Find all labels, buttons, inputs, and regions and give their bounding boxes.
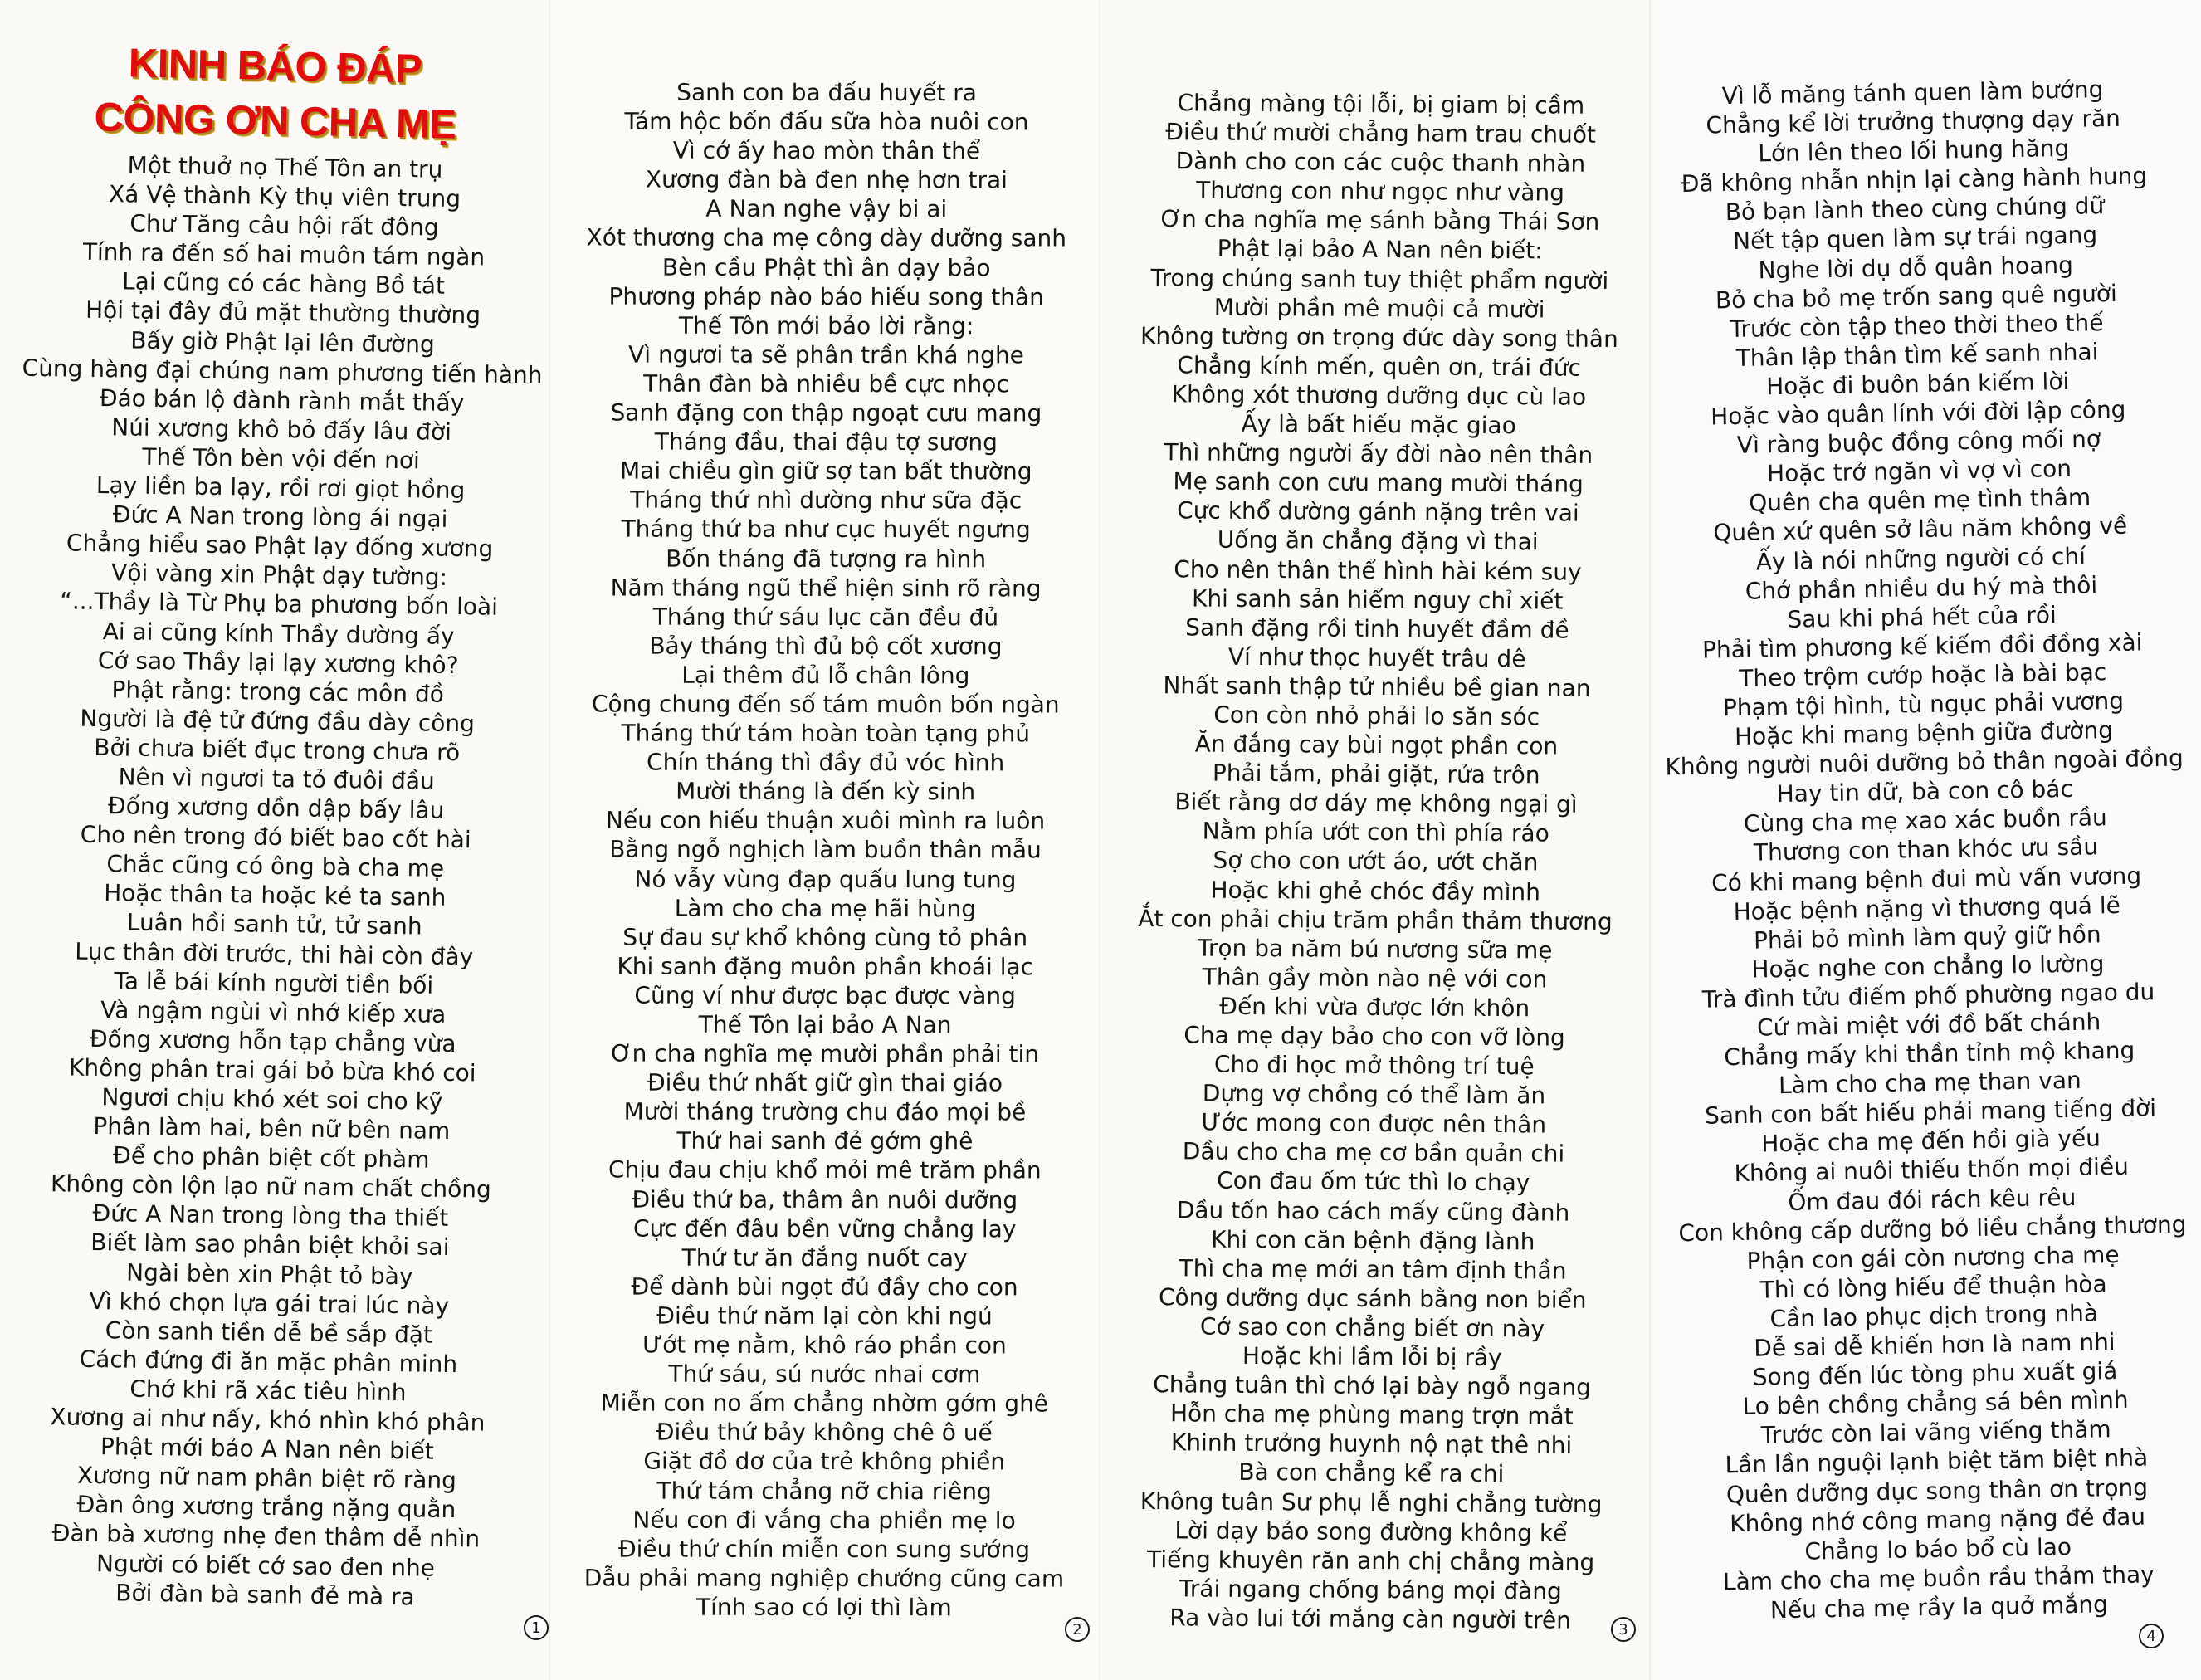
verse-line: Cùng hàng đại chúng nam phương tiến hành: [22, 354, 543, 389]
verse-line: Đến khi vừa được lớn khôn: [1219, 992, 1530, 1023]
verse-line: Chớ khi rã xác tiêu hình: [129, 1375, 407, 1407]
verse-line: Hỗn cha mẹ phùng mang trợn mắt: [1169, 1399, 1574, 1430]
verse-line: Phật mới bảo A Nan nên biết: [100, 1433, 435, 1465]
verse-line: Lạy liền ba lạy, rồi rơi giọt hồng: [95, 471, 466, 505]
verse-line: Chẳng màng tội lỗi, bị giam bị cầm: [1177, 89, 1585, 120]
verse-line: Phận con gái còn nương cha mẹ: [1746, 1240, 2120, 1275]
verse-line: Hoặc khi ghẻ chóc đầy mình: [1210, 876, 1541, 906]
verse-line: Thế Tôn lại bảo A Nan: [698, 1010, 952, 1039]
verse-line: Bởi chưa biết đục trong chưa rõ: [94, 733, 461, 766]
verse-line: Để cho phân biệt cốt phàm: [112, 1141, 430, 1174]
verse-line: Trong chúng sanh tuy thiệt phẩm người: [1150, 263, 1609, 295]
verse-line: Hay tin dữ, bà con cô bác: [1776, 775, 2074, 808]
verse-line: Lần lần nguội lạnh biệt tăm biệt nhà: [1725, 1443, 2149, 1479]
verse-line: Thân đàn bà nhiều bề cực nhọc: [643, 369, 1009, 398]
verse-line: Phải tìm phương kế kiếm đồi đồng xài: [1701, 628, 2143, 664]
verse-line: Xá Vệ thành Kỳ thụ viên trung: [108, 180, 461, 213]
verse-line: Không còn lộn lạo nữ nam chất chồng: [50, 1170, 491, 1204]
verse-line: Bảy tháng thì đủ bộ cốt xương: [649, 632, 1003, 661]
verse-line: Nằm phía ướt con thì phía ráo: [1202, 817, 1549, 847]
verse-line: Miễn con no ấm chẳng nhờm gớm ghê: [600, 1389, 1049, 1418]
verse-line: Lời dạy bảo song đường không kể: [1174, 1516, 1568, 1547]
verse-line: Con đau ốm tức thì lo chạy: [1217, 1167, 1530, 1197]
verse-line: Ngài bèn xin Phật tỏ bày: [125, 1258, 413, 1290]
verse-line: Tiếng khuyên răn anh chị chẳng màng: [1146, 1545, 1595, 1576]
verse-line: Trà đình tửu điếm phố phường ngao du: [1701, 978, 2155, 1013]
verse-line: Chư Tăng câu hội rất đông: [129, 209, 439, 242]
verse-line: Hoặc khi mang bệnh giữa đường: [1734, 716, 2114, 751]
verse-line: Đàn ông xương trắng nặng quằn: [76, 1491, 456, 1524]
verse-line: Hoặc đi buôn bán kiếm lời: [1765, 367, 2070, 401]
verse-line: Không phân trai gái bỏ bừa khó coi: [68, 1053, 476, 1087]
verse-line: Quên dưỡng dục song thân ơn trọng: [1725, 1472, 2149, 1508]
verse-line: Điều thứ bảy không chê ô uế: [656, 1418, 993, 1447]
verse-line: Tám hộc bốn đấu sữa hòa nuôi con: [624, 107, 1029, 136]
verse-line: Thân lập thân tìm kế sanh nhai: [1735, 338, 2099, 372]
verse-line: Luân hồi sanh tử, tử sanh: [126, 908, 422, 940]
verse-line: Cứ mài miệt với đồ bất chánh: [1756, 1008, 2101, 1042]
verse-line: Sanh con ba đấu huyết ra: [676, 78, 977, 107]
verse-line: Dầu tốn hao cách mấy cũng đành: [1176, 1195, 1570, 1227]
verse-line: Dầu cho cha mẹ cơ bần quản chi: [1182, 1137, 1565, 1168]
verse-line: Cách đứng đi ăn mặc phân minh: [79, 1345, 458, 1378]
verse-line: Xương đàn bà đen nhẹ hơn trai: [645, 165, 1008, 194]
verse-line: Cộng chung đến số tám muôn bốn ngàn: [591, 690, 1060, 719]
verse-line: Trọn ba năm bú nương sữa mẹ: [1197, 934, 1553, 965]
verse-line: Lại cũng có các hàng Bồ tát: [121, 267, 446, 300]
verse-line: Dẫu phải mang nghiệp chướng cũng cam: [583, 1564, 1065, 1593]
verse-line: Chẳng hiểu sao Phật lạy đống xương: [66, 529, 494, 563]
verse-line: Chớ phần nhiều du hý mà thôi: [1745, 570, 2098, 605]
verse-line: Chẳng kể lời trưởng thượng dạy răn: [1706, 104, 2121, 139]
verse-line: Hoặc cha mẹ đến hồi già yếu: [1761, 1124, 2101, 1158]
verse-line: Vì khó chọn lựa gái trai lúc này: [89, 1287, 450, 1320]
verse-line: Thế Tôn bèn vội đến nơi: [142, 442, 421, 475]
verse-line: Tháng đầu, thai đậu tợ sương: [654, 427, 998, 457]
verse-line: Sự đau sự khổ không cùng tỏ phân: [622, 923, 1028, 952]
verse-line: Phương pháp nào báo hiếu song thân: [608, 282, 1044, 311]
verse-line: Không ai nuôi thiếu thốn mọi điều: [1734, 1153, 2130, 1188]
verse-line: Mười tháng là đến kỳ sinh: [676, 777, 976, 806]
verse-line: Cha mẹ dạy bảo cho con vỡ lòng: [1183, 1021, 1565, 1052]
verse-line: Mẹ sanh con cưu mang mười tháng: [1173, 467, 1584, 498]
page-number-2: 2: [1065, 1617, 1090, 1642]
verse-line: Chẳng tuân thì chớ lại bày ngỗ ngang: [1153, 1370, 1592, 1401]
verse-line: Đống xương hỗn tạp chẳng vừa: [89, 1024, 456, 1057]
verse-line: Phải tắm, phải giặt, rửa trôn: [1212, 759, 1540, 789]
verse-line: Đống xương dồn dập bấy lâu: [107, 792, 445, 824]
verse-line: Dựng vợ chồng có thể làm ăn: [1202, 1079, 1546, 1110]
verse-line: Nếu cha mẹ rầy la quở mắng: [1769, 1590, 2109, 1624]
verse-line: Sợ cho con ướt áo, ướt chăn: [1213, 847, 1539, 877]
verse-line: Sanh đặng rồi tinh huyết đầm đề: [1185, 613, 1569, 644]
verse-line: Điều thứ năm lại còn khi ngủ: [656, 1302, 993, 1331]
verse-line: Phạm tội hình, tù ngục phải vương: [1722, 686, 2125, 722]
verse-line: Ước mong con được nên thân: [1201, 1108, 1547, 1139]
verse-line: Chịu đau chịu khổ mỏi mê trăm phần: [608, 1156, 1042, 1184]
verse-line: Không tường ơn trọng đức dày song thân: [1140, 321, 1618, 353]
verse-column-1: [0, 149, 560, 1613]
verse-line: Sanh đặng con thập ngoạt cưu mang: [610, 398, 1042, 427]
verse-line: Tháng thứ nhì dường như sữa đặc: [630, 486, 1022, 515]
verse-column-2: [549, 77, 1101, 1622]
verse-line: Tháng thứ ba như cục huyết ngưng: [621, 515, 1031, 544]
verse-line: A Nan nghe vậy bi ai: [705, 195, 948, 223]
verse-line: Theo trộm cướp hoặc là bài bạc: [1739, 658, 2107, 692]
verse-line: Thì có lòng hiếu để thuận hòa: [1759, 1270, 2107, 1304]
verse-line: Bốn tháng đã tượng ra hình: [666, 545, 987, 573]
verse-line: Mười phần mê muội cả mười: [1213, 293, 1545, 324]
verse-line: Uống ăn chẳng đặng vì thai: [1217, 526, 1539, 556]
verse-line: Thì cha mẹ mới an tâm định thần: [1179, 1254, 1567, 1285]
verse-line: Mai chiều gìn giữ sợ tan bất thường: [620, 457, 1032, 486]
verse-line: Điều thứ mười chẳng ham trau chuốt: [1165, 118, 1597, 149]
verse-line: Nên vì ngươi ta tỏ đuôi đầu: [118, 763, 436, 795]
verse-line: Ấy là nói những người có chí: [1755, 542, 2086, 576]
verse-line: Dễ sai dễ khiến hơn là nam nhi: [1753, 1328, 2116, 1362]
verse-line: Cũng ví như được bạc được vàng: [634, 981, 1016, 1010]
verse-line: Trước còn tập theo thời theo thế: [1730, 308, 2104, 343]
verse-line: Khi sanh sản hiểm nguy chỉ xiết: [1191, 584, 1564, 615]
verse-line: Núi xương khô bỏ đấy lâu đời: [111, 413, 452, 446]
verse-line: Bỏ bạn lành theo cùng chúng dữ: [1725, 192, 2105, 227]
verse-line: Nó vẫy vùng đạp quấu lung tung: [634, 865, 1017, 893]
verse-line: Thứ tám chẳng nỡ chia riêng: [656, 1477, 992, 1505]
verse-line: Ngươi chịu khó xét soi cho kỹ: [101, 1083, 443, 1116]
verse-line: Và ngậm ngùi vì nhớ kiếp xưa: [100, 995, 447, 1028]
verse-line: Nhất sanh thập tử nhiều bề gian nan: [1163, 672, 1591, 702]
verse-line: Xương ai như nấy, khó nhìn khó phân: [50, 1403, 486, 1437]
page-4: [1651, 0, 2201, 1680]
page-2: [550, 0, 1100, 1680]
verse-line: Bỏ cha bỏ mẹ trốn sang quê người: [1715, 279, 2118, 314]
verse-line: Biết làm sao phân biệt khỏi sai: [90, 1228, 450, 1262]
title-line-1: KINH BÁO ĐÁP: [128, 41, 422, 92]
verse-line: Điều thứ chín miễn con sung sướng: [617, 1535, 1031, 1564]
verse-line: Tính sao có lợi thì làm: [696, 1593, 952, 1622]
page-1: [0, 0, 550, 1680]
verse-line: Tính ra đến số hai muôn tám ngàn: [82, 237, 486, 271]
verse-line: Người là đệ tử đứng đầu dày công: [80, 704, 476, 738]
verse-line: Làm cho cha mẹ than van: [1778, 1066, 2082, 1100]
verse-line: Con còn nhỏ phải lo săn sóc: [1213, 701, 1540, 731]
verse-line: Cớ sao con chẳng biết ơn này: [1199, 1312, 1545, 1343]
page-number-3: 3: [1611, 1617, 1636, 1642]
verse-line: Khinh trưởng huynh nộ nạt thê nhi: [1170, 1428, 1573, 1459]
verse-line: Hoặc vào quân lính với đời lập công: [1710, 395, 2126, 431]
verse-line: Cực khổ dường gánh nặng trên vai: [1177, 496, 1579, 528]
verse-line: Vì lỗ măng tánh quen làm bướng: [1721, 76, 2104, 110]
verse-line: Biết rằng dơ dáy mẹ không ngại gì: [1174, 788, 1578, 818]
verse-line: Tháng thứ tám hoàn toàn tạng phủ: [621, 719, 1031, 748]
verse-line: Ăn đắng cay bùi ngọt phần con: [1194, 730, 1559, 760]
verse-line: Bởi đàn bà sanh đẻ mà ra: [115, 1578, 415, 1611]
verse-line: Không nhớ công mang nặng đẻ đau: [1729, 1502, 2146, 1537]
verse-line: Không người nuôi dưỡng bỏ thân ngoài đồng: [1665, 744, 2184, 781]
verse-line: Song đến lúc tòng phu xuất giá: [1752, 1357, 2118, 1391]
verse-line: Vội vàng xin Phật dạy tường:: [110, 559, 448, 592]
verse-line: Cực đến đâu bền vững chẳng lay: [632, 1214, 1017, 1243]
verse-line: Vì ràng buộc đồng công mối nợ: [1736, 425, 2101, 460]
verse-line: Chắc cũng có ông bà cha mẹ: [106, 850, 445, 883]
verse-line: Quên xứ quên sở lâu năm không về: [1713, 512, 2128, 547]
verse-line: Hoặc trở ngăn vì vợ vì con: [1766, 455, 2072, 488]
verse-line: Phải bỏ mình làm quỷ giữ hồn: [1753, 921, 2101, 955]
verse-line: Công dưỡng dục sánh bằng non biển: [1158, 1283, 1587, 1314]
page-3: [1100, 0, 1651, 1680]
verse-line: Khi sanh đặng muôn phần khoái lạc: [617, 952, 1034, 981]
verse-line: Đã không nhẫn nhịn lại càng hành hung: [1681, 162, 2148, 198]
verse-line: Điều thứ ba, thâm ân nuôi dưỡng: [632, 1185, 1018, 1214]
verse-line: Thứ hai sanh đẻ gớm ghê: [676, 1127, 974, 1155]
verse-line: Trước còn lai vãng viếng thăm: [1760, 1415, 2111, 1449]
verse-line: Nết tập quen làm sự trái ngang: [1732, 221, 2098, 256]
verse-line: Thì những người ấy đời nào nên thân: [1164, 438, 1593, 469]
title-line-2: CÔNG ƠN CHA MẸ: [94, 95, 456, 148]
verse-line: Lục thân đời trước, thi hài còn đây: [75, 937, 474, 970]
verse-line: Có khi mang bệnh đui mù vấn vương: [1711, 862, 2142, 897]
verse-line: Ấy là bất hiếu mặc giao: [1241, 409, 1516, 440]
verse-line: Đáo bán lộ đành rành mắt thấy: [99, 383, 465, 417]
verse-line: Tháng thứ sáu lục căn đều đủ: [652, 603, 999, 632]
verse-line: Bèn cầu Phật thì ân dạy bảo: [661, 253, 991, 281]
verse-line: Quên cha quên mẹ tình thâm: [1748, 483, 2091, 517]
verse-line: Lớn lên theo lối hung hăng: [1758, 134, 2070, 168]
verse-line: Phân làm hai, bên nữ bên nam: [93, 1112, 451, 1145]
verse-line: Chẳng kính mến, quên ơn, trái đức: [1177, 351, 1582, 382]
verse-line: Chín tháng thì đầy đủ vóc hình: [647, 748, 1005, 777]
verse-line: Chẳng lo báo bổ cù lao: [1804, 1532, 2072, 1565]
verse-line: Ra vào lui tới mắng càn người trên: [1169, 1604, 1572, 1634]
verse-line: Hoặc bệnh nặng vì thương quá lẽ: [1733, 891, 2121, 925]
verse-line: Cùng cha mẹ xao xác buồn rầu: [1743, 803, 2108, 838]
verse-line: Vì cớ ấy hao mòn thân thể: [672, 136, 981, 165]
verse-line: Phật rằng: trong các môn đồ: [111, 675, 445, 708]
verse-line: Dành cho con các cuộc thanh nhàn: [1175, 147, 1586, 178]
verse-line: Không xót thương dưỡng dục cù lao: [1171, 380, 1587, 411]
verse-line: Vì ngươi ta sẽ phân trần khá nghe: [628, 340, 1024, 369]
verse-line: Hoặc khi lầm lỗi bị rầy: [1242, 1341, 1502, 1372]
verse-line: Hoặc nghe con chẳng lo lường: [1751, 950, 2105, 984]
page-number-1: 1: [524, 1615, 549, 1640]
verse-line: Thương con như ngọc như vàng: [1196, 176, 1565, 207]
verse-line: Đức A Nan trong lòng ái ngại: [112, 501, 448, 533]
page-number-4: 4: [2139, 1624, 2164, 1648]
verse-line: Bằng ngỗ nghịch làm buồn thân mẫu: [609, 835, 1042, 864]
verse-line: Thứ sáu, sú nước nhai cơm: [668, 1360, 981, 1389]
verse-line: Xót thương cha mẹ công dày dưỡng sanh: [586, 223, 1067, 252]
verse-line: Làm cho cha mẹ hãi hùng: [674, 894, 977, 922]
verse-line: Ơn cha nghĩa mẹ sánh bằng Thái Sơn: [1160, 205, 1600, 237]
verse-line: Thân gầy mòn nào nệ với con: [1202, 963, 1548, 994]
verse-line: Nếu con hiếu thuận xuôi mình ra luôn: [605, 806, 1046, 835]
verse-line: Ta lễ bái kính người tiền bối: [114, 966, 434, 999]
verse-line: Cho nên thân thể hình hài kém suy: [1174, 554, 1582, 586]
verse-line: Lại thêm đủ lỗ chân lông: [681, 661, 970, 690]
verse-line: Thứ tư ăn đắng nuốt cay: [681, 1243, 968, 1272]
verse-line: Điều thứ nhất giữ gìn thai giáo: [647, 1068, 1003, 1097]
verse-line: Ắt con phải chịu trăm phần thảm thương: [1138, 904, 1613, 935]
verse-line: Nếu con đi vắng cha phiền mẹ lo: [632, 1506, 1016, 1534]
verse-line: Ơn cha nghĩa mẹ mười phần phải tin: [611, 1039, 1040, 1068]
verse-line: Ví như thọc huyết trâu dê: [1227, 642, 1526, 673]
verse-line: Không tuân Sư phụ lễ nghi chẳng tường: [1140, 1487, 1603, 1518]
verse-line: Con không cấp dưỡng bỏ liều chẳng thương: [1678, 1210, 2187, 1247]
verse-line: Bà con chẳng kể ra chi: [1238, 1458, 1505, 1488]
verse-column-4: [1637, 73, 2201, 1626]
verse-line: Nghe lời dụ dỗ quân hoang: [1758, 251, 2074, 284]
verse-line: Chẳng mấy khi thần tỉnh mộ khang: [1724, 1036, 2135, 1072]
verse-line: Còn sanh tiền dễ bề sắp đặt: [105, 1316, 433, 1349]
verse-line: Thế Tôn mới bảo lời rằng:: [678, 311, 974, 340]
verse-line: Cớ sao Thầy lại lạy xương khô?: [97, 646, 459, 679]
verse-line: Ốm đau đói rách kêu rêu: [1788, 1183, 2077, 1216]
verse-line: Phật lại bảo A Nan nên biết:: [1217, 235, 1543, 265]
verse-line: Cho đi học mở thông trí tuệ: [1213, 1050, 1535, 1081]
verse-line: Giặt đồ dơ của trẻ không phiền: [643, 1448, 1006, 1476]
verse-line: Năm tháng ngũ thể hiện sinh rõ ràng: [610, 574, 1042, 603]
verse-line: “...Thầy là Từ Phụ ba phương bốn loài: [60, 587, 499, 622]
verse-line: Sau khi phá hết của rồi: [1787, 600, 2057, 633]
verse-line: Một thuở nọ Thế Tôn an trụ: [127, 151, 443, 183]
verse-line: Hoặc thân ta hoặc kẻ ta sanh: [103, 879, 447, 912]
verse-line: Thương con than khóc ưu sầu: [1753, 833, 2099, 867]
verse-line: Để dành bùi ngọt đủ đầy cho con: [631, 1272, 1018, 1302]
verse-line: Đàn bà xương nhẹ đen thâm dễ nhìn: [51, 1519, 481, 1553]
verse-line: Ai ai cũng kính Thầy dường ấy: [102, 617, 455, 650]
verse-line: Xương nữ nam phân biệt rõ ràng: [76, 1461, 457, 1495]
verse-line: Mười tháng trường chu đáo mọi bề: [623, 1097, 1027, 1126]
verse-line: Khi con căn bệnh đặng lành: [1211, 1225, 1535, 1256]
verse-line: Trái ngang chống báng mọi đàng: [1179, 1575, 1562, 1605]
verse-column-3: [1096, 88, 1657, 1636]
verse-line: Người có biết cớ sao đen nhẹ: [95, 1549, 436, 1582]
verse-line: Cho nên trong đó biết bao cốt hài: [80, 820, 471, 854]
verse-line: Hội tại đây đủ mặt thường thường: [85, 296, 481, 330]
verse-line: Lo bên chồng chẳng sá bên mình: [1742, 1386, 2129, 1421]
verse-line: Cần lao phục dịch trong nhà: [1769, 1299, 2099, 1333]
verse-line: Bấy giờ Phật lại lên đường: [130, 326, 436, 359]
verse-line: Làm cho cha mẹ buồn rầu thảm thay: [1722, 1560, 2155, 1596]
verse-line: Đức A Nan trong lòng tha thiết: [92, 1199, 449, 1233]
verse-line: Sanh con bất hiếu phải mang tiếng đời: [1704, 1094, 2157, 1130]
verse-line: Ướt mẹ nằm, khô ráo phần con: [642, 1331, 1007, 1360]
